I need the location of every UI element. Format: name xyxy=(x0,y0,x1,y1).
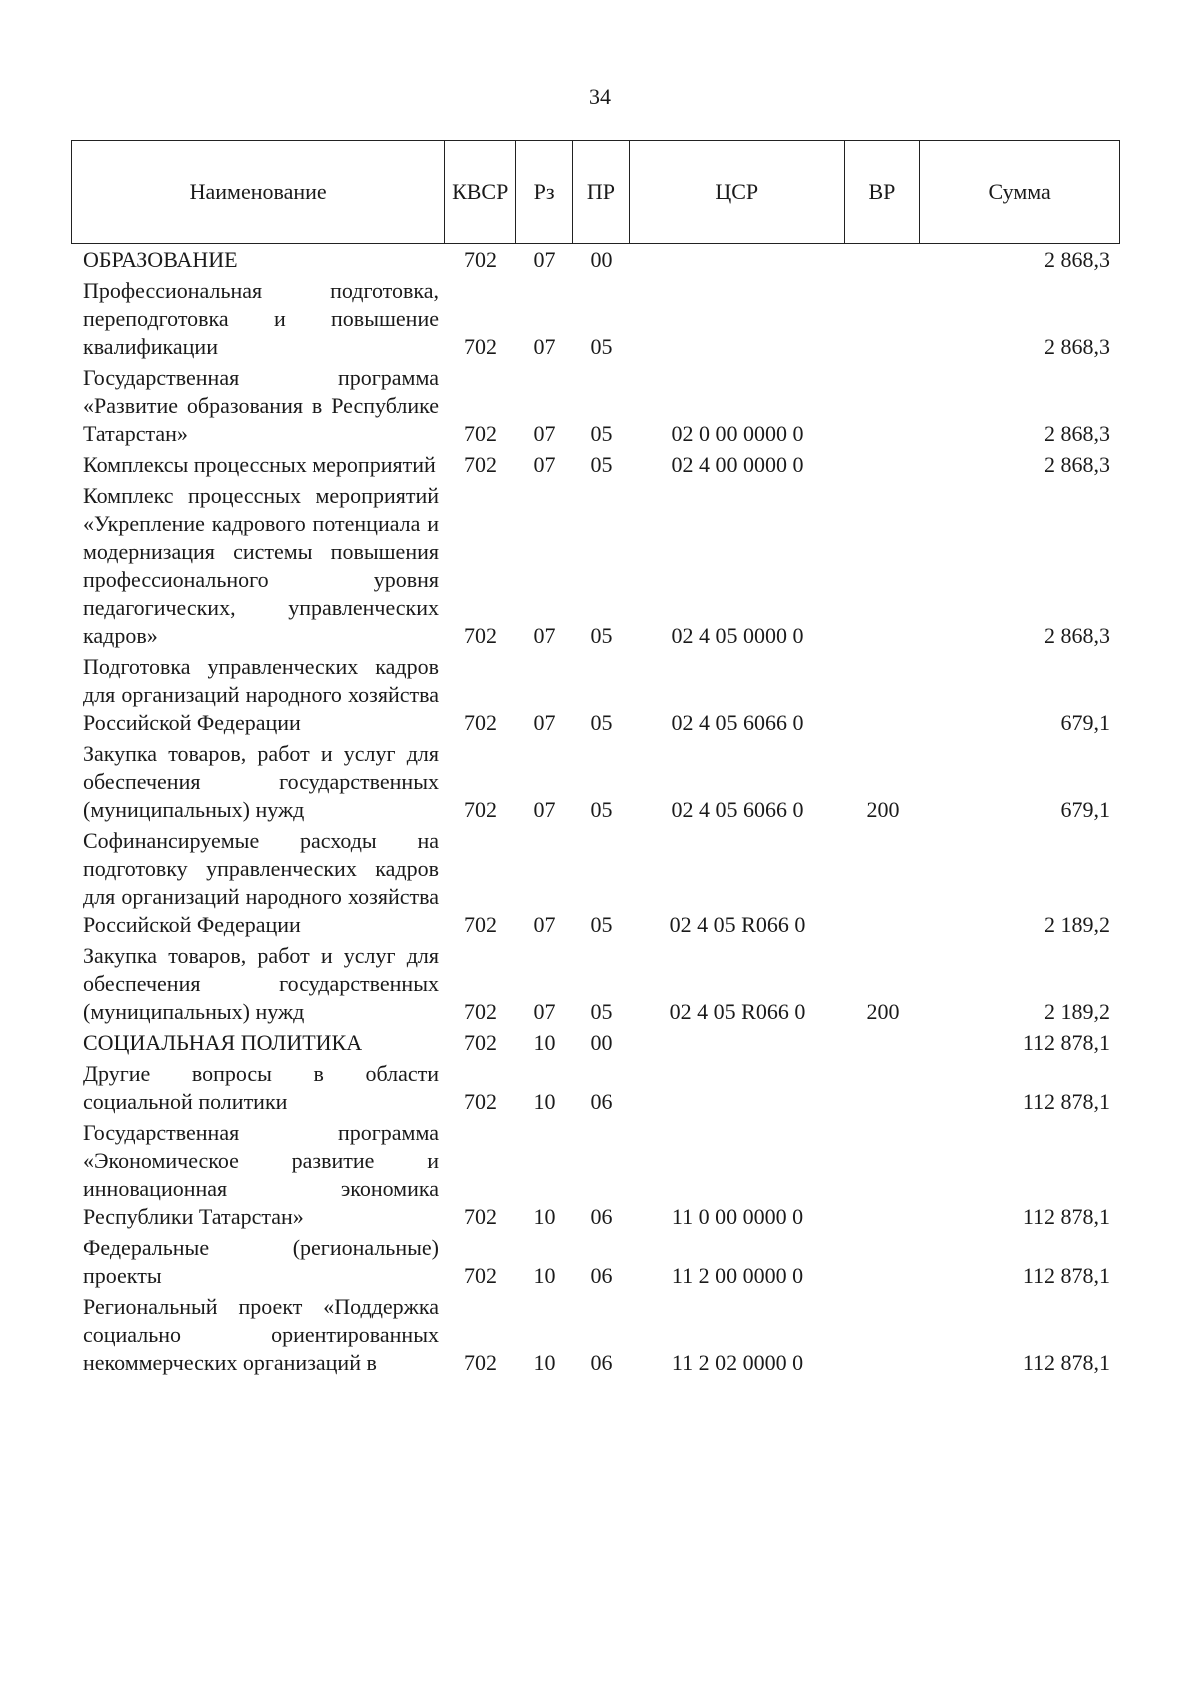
cell-rz: 07 xyxy=(533,912,556,937)
cell-rz: 07 xyxy=(533,452,556,477)
cell-kvsr: 702 xyxy=(464,623,497,648)
table-row xyxy=(71,364,1120,448)
cell-sum: 679,1 xyxy=(1060,710,1110,735)
cell-rz: 10 xyxy=(533,1089,556,1114)
cell-kvsr: 702 xyxy=(464,1263,497,1288)
cell-pr: 00 xyxy=(590,247,613,272)
cell-sum: 112 878,1 xyxy=(1022,1350,1110,1375)
cell-name: Закупка товаров, работ и услуг для обеспечения государственных (муниципальных) нужд xyxy=(83,943,439,1024)
cell-pr: 05 xyxy=(590,421,613,446)
table-row xyxy=(71,740,1120,824)
table-row xyxy=(71,827,1120,939)
cell-pr: 05 xyxy=(590,912,613,937)
cell-kvsr: 702 xyxy=(464,452,497,477)
column-header-rz: Рз xyxy=(516,141,573,243)
cell-rz: 10 xyxy=(533,1263,556,1288)
cell-vr: 200 xyxy=(866,797,900,822)
cell-pr: 05 xyxy=(590,797,613,822)
cell-csr: 11 0 00 0000 0 xyxy=(671,1204,804,1229)
table-row xyxy=(71,1029,1120,1057)
table-row xyxy=(71,277,1120,361)
cell-name: Государственная программа «Развитие образования в Республике Татарстан» xyxy=(83,365,439,446)
cell-kvsr: 702 xyxy=(464,1030,497,1055)
cell-csr: 02 4 05 R066 0 xyxy=(669,999,806,1024)
cell-sum: 112 878,1 xyxy=(1022,1030,1110,1055)
column-header-sum: Сумма xyxy=(988,179,1051,204)
cell-name: Закупка товаров, работ и услуг для обеспечения государственных (муниципальных) нужд xyxy=(83,741,439,822)
cell-rz: 07 xyxy=(533,421,556,446)
column-header-csr: ЦСР xyxy=(630,141,845,243)
cell-pr: 06 xyxy=(590,1204,613,1229)
table-row xyxy=(71,1060,1120,1116)
cell-kvsr: 702 xyxy=(464,797,497,822)
cell-sum: 2 868,3 xyxy=(1044,334,1110,359)
table-header xyxy=(71,140,1120,244)
cell-sum: 2 868,3 xyxy=(1044,247,1110,272)
cell-kvsr: 702 xyxy=(464,421,497,446)
cell-csr: 02 4 05 6066 0 xyxy=(671,710,804,735)
column-header-pr: ПР xyxy=(573,141,630,243)
cell-rz: 10 xyxy=(533,1204,556,1229)
table-row xyxy=(71,653,1120,737)
cell-rz: 07 xyxy=(533,334,556,359)
cell-sum: 2 189,2 xyxy=(1044,912,1110,937)
cell-sum: 2 868,3 xyxy=(1044,623,1110,648)
cell-pr: 06 xyxy=(590,1089,613,1114)
cell-pr: 05 xyxy=(590,710,613,735)
cell-sum: 112 878,1 xyxy=(1022,1263,1110,1288)
cell-name: СОЦИАЛЬНАЯ ПОЛИТИКА xyxy=(83,1030,363,1055)
table-row xyxy=(71,1293,1120,1377)
table-row xyxy=(71,451,1120,479)
cell-csr: 02 4 05 0000 0 xyxy=(671,623,804,648)
cell-pr: 00 xyxy=(590,1030,613,1055)
cell-name: Региональный проект «Поддержка социально ориентированных некоммерческих организаций в xyxy=(83,1294,439,1375)
table-row xyxy=(71,246,1120,274)
cell-kvsr: 702 xyxy=(464,1350,497,1375)
column-header-kvsr: КВСР xyxy=(445,141,516,243)
cell-kvsr: 702 xyxy=(464,999,497,1024)
cell-rz: 07 xyxy=(533,999,556,1024)
cell-kvsr: 702 xyxy=(464,334,497,359)
cell-pr: 06 xyxy=(590,1350,613,1375)
cell-rz: 07 xyxy=(533,797,556,822)
cell-name: Федеральные (региональные) проекты xyxy=(83,1235,439,1288)
cell-pr: 05 xyxy=(590,334,613,359)
cell-sum: 2 868,3 xyxy=(1044,452,1110,477)
cell-rz: 10 xyxy=(533,1030,556,1055)
cell-name: ОБРАЗОВАНИЕ xyxy=(83,247,238,272)
cell-rz: 07 xyxy=(533,623,556,648)
page-number: 34 xyxy=(589,84,611,109)
table-body xyxy=(71,246,1120,1380)
cell-vr: 200 xyxy=(866,999,900,1024)
cell-sum: 2 868,3 xyxy=(1044,421,1110,446)
cell-sum: 679,1 xyxy=(1060,797,1110,822)
cell-name: Другие вопросы в области социальной политики xyxy=(83,1061,439,1114)
table-row xyxy=(71,1119,1120,1231)
cell-name: Профессиональная подготовка, переподготовка и повышение квалификации xyxy=(83,278,439,359)
cell-csr: 11 2 02 0000 0 xyxy=(671,1350,804,1375)
cell-kvsr: 702 xyxy=(464,247,497,272)
cell-kvsr: 702 xyxy=(464,1089,497,1114)
cell-kvsr: 702 xyxy=(464,912,497,937)
cell-name: Софинансируемые расходы на подготовку управленческих кадров для организаций народного хозяйства Российской Федерации xyxy=(83,828,439,937)
cell-pr: 05 xyxy=(590,623,613,648)
table-row xyxy=(71,942,1120,1026)
cell-sum: 112 878,1 xyxy=(1022,1204,1110,1229)
cell-name: Государственная программа «Экономическое развитие и инновационная экономика Республики Татарстан» xyxy=(83,1120,439,1229)
cell-name: Комплекс процессных мероприятий «Укрепление кадрового потенциала и модернизация системы повышения профессионального уровня педагогических, управленческих кадров» xyxy=(83,483,439,648)
cell-csr: 02 4 05 R066 0 xyxy=(669,912,806,937)
cell-rz: 07 xyxy=(533,247,556,272)
table-row xyxy=(71,1234,1120,1290)
cell-csr: 02 0 00 0000 0 xyxy=(671,421,804,446)
cell-pr: 06 xyxy=(590,1263,613,1288)
cell-rz: 10 xyxy=(533,1350,556,1375)
cell-pr: 05 xyxy=(590,452,613,477)
cell-sum: 112 878,1 xyxy=(1022,1089,1110,1114)
cell-rz: 07 xyxy=(533,710,556,735)
table-row xyxy=(71,482,1120,650)
column-header-vr: ВР xyxy=(845,141,921,243)
column-header-name: Наименование xyxy=(72,141,445,243)
cell-csr: 02 4 05 6066 0 xyxy=(671,797,804,822)
cell-sum: 2 189,2 xyxy=(1044,999,1110,1024)
cell-kvsr: 702 xyxy=(464,710,497,735)
cell-pr: 05 xyxy=(590,999,613,1024)
cell-name: Комплексы процессных мероприятий xyxy=(83,452,436,477)
cell-name: Подготовка управленческих кадров для организаций народного хозяйства Российской Федерации xyxy=(83,654,439,735)
cell-kvsr: 702 xyxy=(464,1204,497,1229)
cell-csr: 11 2 00 0000 0 xyxy=(671,1263,804,1288)
cell-csr: 02 4 00 0000 0 xyxy=(671,452,804,477)
